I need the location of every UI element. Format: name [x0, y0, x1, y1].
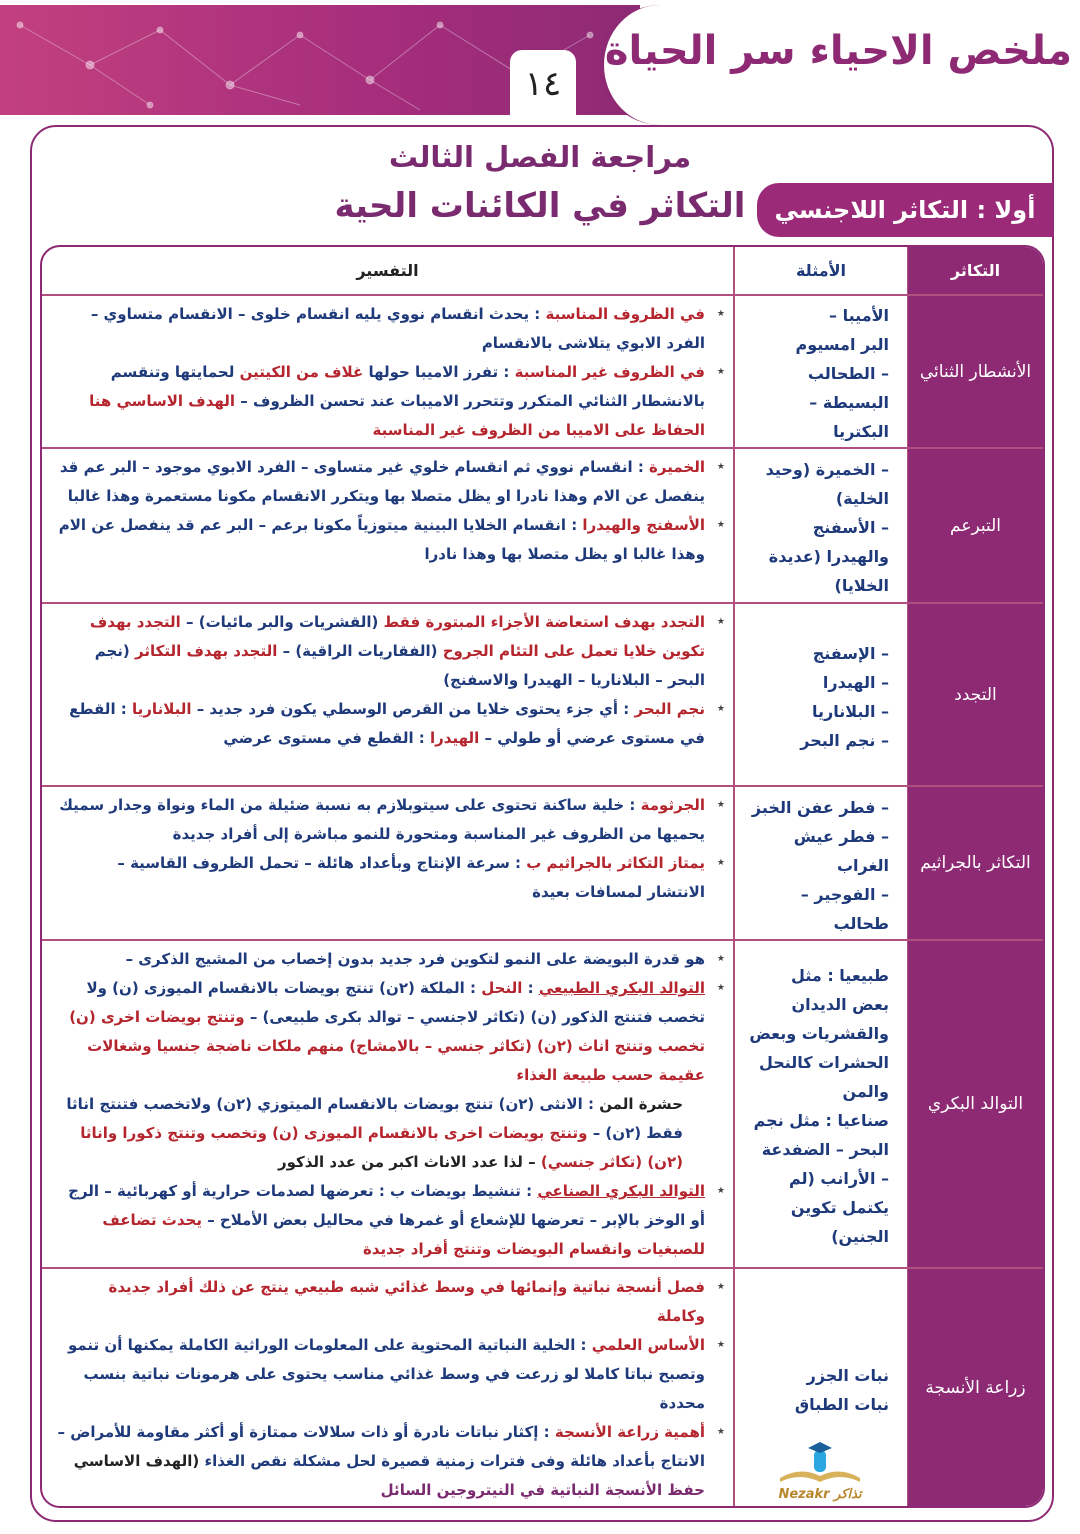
reproduction-type: الأنشطار الثنائي — [908, 296, 1043, 447]
highlight-term: التوالد البكري الصناعي — [537, 1182, 705, 1200]
explanation-text: : إكثار نباتات نادرة أو ذات سلالات ممتازة أو أكثر مقاومة للأمراض – الانتاج بأعداد هائلة وفى فترات زمنية قصيرة لحل مشكلة نقص الغذاء — [57, 1423, 705, 1470]
table-row — [42, 1267, 1043, 1506]
example-line: البسيطة – — [809, 393, 889, 412]
page-header — [0, 0, 1080, 115]
example-line: – الهيدرا — [822, 672, 889, 692]
explanation-cell — [42, 941, 733, 1267]
column-header-explanation: التفسير — [356, 261, 419, 280]
explanation-paragraph — [56, 1273, 705, 1331]
section-badge: أولا : التكاثر اللاجنسي — [757, 183, 1053, 237]
explanation-paragraph — [56, 608, 705, 695]
highlight-term: نجم البحر — [634, 700, 705, 718]
table-row — [42, 785, 1043, 939]
explanation-text: : يحدث انقسام نووي يليه انقسام خلوى – الانقسام متساوي – الفرد الابوي يتلاشى بالانقسام — [90, 305, 705, 352]
explanation-text: حفظ الأنسجة النباتية في النيتروجين السائل — [380, 1481, 705, 1499]
example-line: نبات الجزر — [806, 1365, 889, 1385]
highlight-term: يحدث تضاعف للصبغيات وانقسام البويضات وتنتج أفراد جديدة — [102, 1211, 705, 1258]
examples-cell — [733, 604, 908, 785]
explanation-cell — [42, 787, 733, 939]
highlight-term: غلاف من الكيتين — [239, 363, 364, 381]
table-row — [42, 447, 1043, 602]
example-line: – فطر عيش — [793, 826, 889, 846]
table-row — [42, 294, 1043, 447]
explanation-paragraph — [56, 300, 705, 358]
examples-cell — [733, 941, 908, 1267]
explanation-text: : خلية ساكنة تحتوى على سيتوبلازم به نسبة ضئيلة من الماء ونواة وجدار سميك يحميها من الظروف غير المناسبة ومتحورة للنمو مباشرة إلى أفراد جديدة — [59, 796, 705, 843]
explanation-text: : القطع في مستوى عرضي أو طولي – — [69, 700, 705, 747]
explanation-cell — [42, 1269, 733, 1506]
highlight-term: الخميرة — [649, 458, 705, 476]
examples-cell — [733, 787, 908, 939]
reproduction-table — [40, 245, 1045, 1508]
table-row — [42, 939, 1043, 1267]
explanation-text: (الفقاريات الراقية) – — [277, 642, 443, 660]
explanation-paragraph — [56, 358, 705, 445]
table-header-row — [42, 247, 1043, 294]
explanation-text: – لذا عدد الاناث اكبر من عدد الذكور — [277, 1153, 541, 1171]
chapter-review-title: مراجعة الفصل الثالث — [388, 140, 692, 174]
highlight-term: البلاناريا — [132, 700, 192, 718]
explanation-paragraph — [56, 974, 705, 1090]
explanation-paragraph — [56, 1090, 705, 1177]
example-line: طبيعيا : مثل — [791, 966, 889, 985]
explanation-cell — [42, 604, 733, 785]
explanation-paragraph — [56, 453, 705, 511]
example-line: نبات الطباق — [794, 1394, 889, 1414]
highlight-term: الهدف الاساسي هنا الحفاظ على الاميبا من الظروف غير المناسبة — [89, 392, 705, 439]
book-graduate-icon — [770, 1436, 870, 1486]
example-line: – الأرانب (لم — [788, 1169, 889, 1188]
example-line: الجنين) — [831, 1227, 889, 1246]
highlight-term: وتنتج بويضات اخرى (ن) تخصب وتنتج اناث (٢ن) (تكاثر جنسي – بالامشاج) منهم ملكات ناضجة جنسيا وشغالات عقيمة حسب طبيعة الغذاء — [69, 1008, 705, 1084]
example-line: والمن — [842, 1082, 889, 1101]
column-header-type: التكاثر — [908, 247, 1043, 294]
example-line: – البلاناريا — [812, 701, 889, 721]
explanation-cell — [42, 449, 733, 602]
highlight-term: فصل أنسجة نباتية وإنمائها في وسط غذائي شبه طبيعي ينتج عن ذلك أفراد جديدة وكاملة — [108, 1278, 705, 1325]
explanation-paragraph — [56, 511, 705, 569]
explanation-text: : الملكة (٢ن) تنتج بويضات بالانقسام الميوزى (ن) ولا تخصب فتنتج الذكور (ن) (تكاثر لاجنسي – توالد بكرى طبيعى) – — [86, 979, 705, 1026]
example-line: – فطر عفن الخبز — [751, 797, 889, 817]
highlight-term: التجدد بهدف استعاضة الأجزاء المبتورة فقط — [383, 613, 705, 631]
explanation-text: حشرة المن — [599, 1095, 683, 1113]
watermark-text: Nezakr تذاكر — [778, 1487, 862, 1502]
explanation-text: : سرعة الإنتاج وبأعداد هائلة – تحمل الظروف القاسية – الانتشار لمسافات بعيدة — [117, 854, 705, 901]
explanation-cell — [42, 296, 733, 447]
highlight-term: في الظروف غير المناسبة — [514, 363, 705, 381]
chapter-title: التكاثر في الكائنات الحية — [334, 186, 746, 226]
example-line: – الطحالب — [807, 364, 889, 383]
book-title: ملخص الاحياء سر الحياة — [604, 28, 1072, 74]
example-line: بعض الديدان — [791, 995, 889, 1014]
example-line: والهيدرا (عديدة — [768, 547, 889, 566]
explanation-text: (الهدف الاساسي — [73, 1452, 205, 1470]
highlight-term: أهمية زراعة الأنسجة — [554, 1423, 705, 1441]
explanation-text: : القطع في مستوى عرضي — [223, 729, 431, 747]
example-line: – نجم البحر — [800, 730, 889, 750]
reproduction-type: التجدد — [908, 604, 1043, 785]
explanation-text: : الخلية النباتية المحتوية على المعلومات الوراثية الكاملة يمكنها أن تنمو وتصبح نباتا كاملا لو زرعت في وسط غذائي مناسب يحتوى على هرمونات نباتية بنسب محددة — [67, 1336, 705, 1412]
highlight-term: التجدد بهدف التكاثر — [135, 642, 278, 660]
explanation-paragraph — [56, 1177, 705, 1264]
highlight-term: الأسفنج والهيدرا — [582, 516, 705, 534]
example-line: يكتمل تكوين — [790, 1198, 889, 1217]
explanation-text: : انقسام الخلايا البينية ميتوزياً مكونا برعم – البر عم قد ينفصل عن الام وهذا غالبا او يظل متصلا بها وهذا نادرا — [58, 516, 705, 563]
examples-cell — [733, 449, 908, 602]
example-line: البر امسيوم — [795, 335, 889, 354]
explanation-paragraph — [56, 695, 705, 753]
explanation-paragraph — [56, 849, 705, 907]
reproduction-type: التكاثر بالجراثيم — [908, 787, 1043, 939]
example-line: صناعيا : مثل نجم — [753, 1111, 889, 1130]
example-line: الخلايا) — [834, 576, 889, 595]
highlight-term: الأساس العلمي — [591, 1336, 705, 1354]
explanation-paragraph — [56, 945, 705, 974]
example-line: – الإسفنج — [812, 643, 889, 663]
example-line: – الأسفنج — [812, 518, 889, 537]
explanation-paragraph — [56, 1331, 705, 1418]
example-line: الأميبا – — [829, 306, 889, 325]
example-line: البكتريا — [833, 422, 889, 441]
example-line: البحر – الضفدعة — [761, 1140, 889, 1159]
explanation-text: (القشريات والبر مائيات) – — [180, 613, 384, 631]
example-line: الحشرات كالنحل — [758, 1053, 889, 1072]
highlight-term: النحل — [481, 979, 523, 997]
explanation-text: لحمايتها وتنقسم بالانشطار الثنائي المتكرر وتتحرر الاميبات عند تحسن الظروف – — [110, 363, 705, 410]
highlight-term: يمتاز التكاثر بالجراثيم ب — [526, 854, 705, 872]
explanation-text: : تنشيط بويضات ب : تعرضها لصدمات حرارية أو كهربائية – الرج أو الوخز بالإبر – تعرضها للإشعاع أو غمرها في محاليل بعض الأملاح – — [68, 1182, 705, 1229]
explanation-text: : — [522, 979, 539, 997]
example-line: طحالب — [833, 913, 889, 933]
column-header-examples: الأمثلة — [733, 247, 908, 294]
table-row — [42, 602, 1043, 785]
example-line: – الفوجير – — [800, 884, 889, 904]
explanation-text: (نجم البحر – البلاناريا – الهيدرا والاسفنج) — [94, 642, 705, 689]
reproduction-type: التبرعم — [908, 449, 1043, 602]
highlight-term: التوالد البكري الطبيعي — [538, 979, 705, 997]
explanation-paragraph — [56, 791, 705, 849]
reproduction-type: زراعة الأنسجة — [908, 1269, 1043, 1506]
explanation-text: هو قدرة البويضة على النمو لتكوين فرد جديد بدون إخصاب من المشيج الذكرى – — [125, 950, 705, 968]
page-number: ١٤ — [510, 50, 576, 115]
explanation-text: : الانثى (٢ن) تنتج بويضات بالانقسام الميتوزي (٢ن) ولاتخصب فتنتج اناثا فقط (٢ن) – — [66, 1095, 683, 1142]
explanation-paragraph — [56, 1418, 705, 1505]
highlight-term: الهيدرا — [430, 729, 480, 747]
explanation-text: : تفرز الاميبا حولها — [363, 363, 515, 381]
watermark-logo — [770, 1436, 870, 1502]
highlight-term: الجرثومة — [640, 796, 705, 814]
example-line: – الخميرة (وحيد — [765, 460, 889, 479]
example-line: والقشريات وبعض — [749, 1024, 889, 1043]
example-line: الغراب — [836, 855, 889, 875]
highlight-term: وتنتج بويضات اخرى بالانقسام الميوزى (ن) وتخصب وتنتج ذكورا واناثا (٢ن) (تكاثر جنسي) — [80, 1124, 683, 1171]
explanation-text: : انقسام نووي ثم انقسام خلوي غير متساوى – الفرد الابوي موجود – البر عم قد ينفصل عن الام وهذا نادرا او يظل متصلا بها ويتكرر الانقسام مكونا مستعمرة وهذا غالبا — [59, 458, 705, 505]
highlight-term: التجدد بهدف تكوين خلايا تعمل على التئام الجروح — [89, 613, 705, 660]
example-line: الخلية) — [835, 489, 889, 508]
reproduction-type: التوالد البكري — [908, 941, 1043, 1267]
highlight-term: في الظروف المناسبة — [545, 305, 705, 323]
explanation-text: : أي جزء يحتوى خلايا من القرص الوسطي يكون فرد جديد – — [191, 700, 635, 718]
examples-cell — [733, 296, 908, 447]
